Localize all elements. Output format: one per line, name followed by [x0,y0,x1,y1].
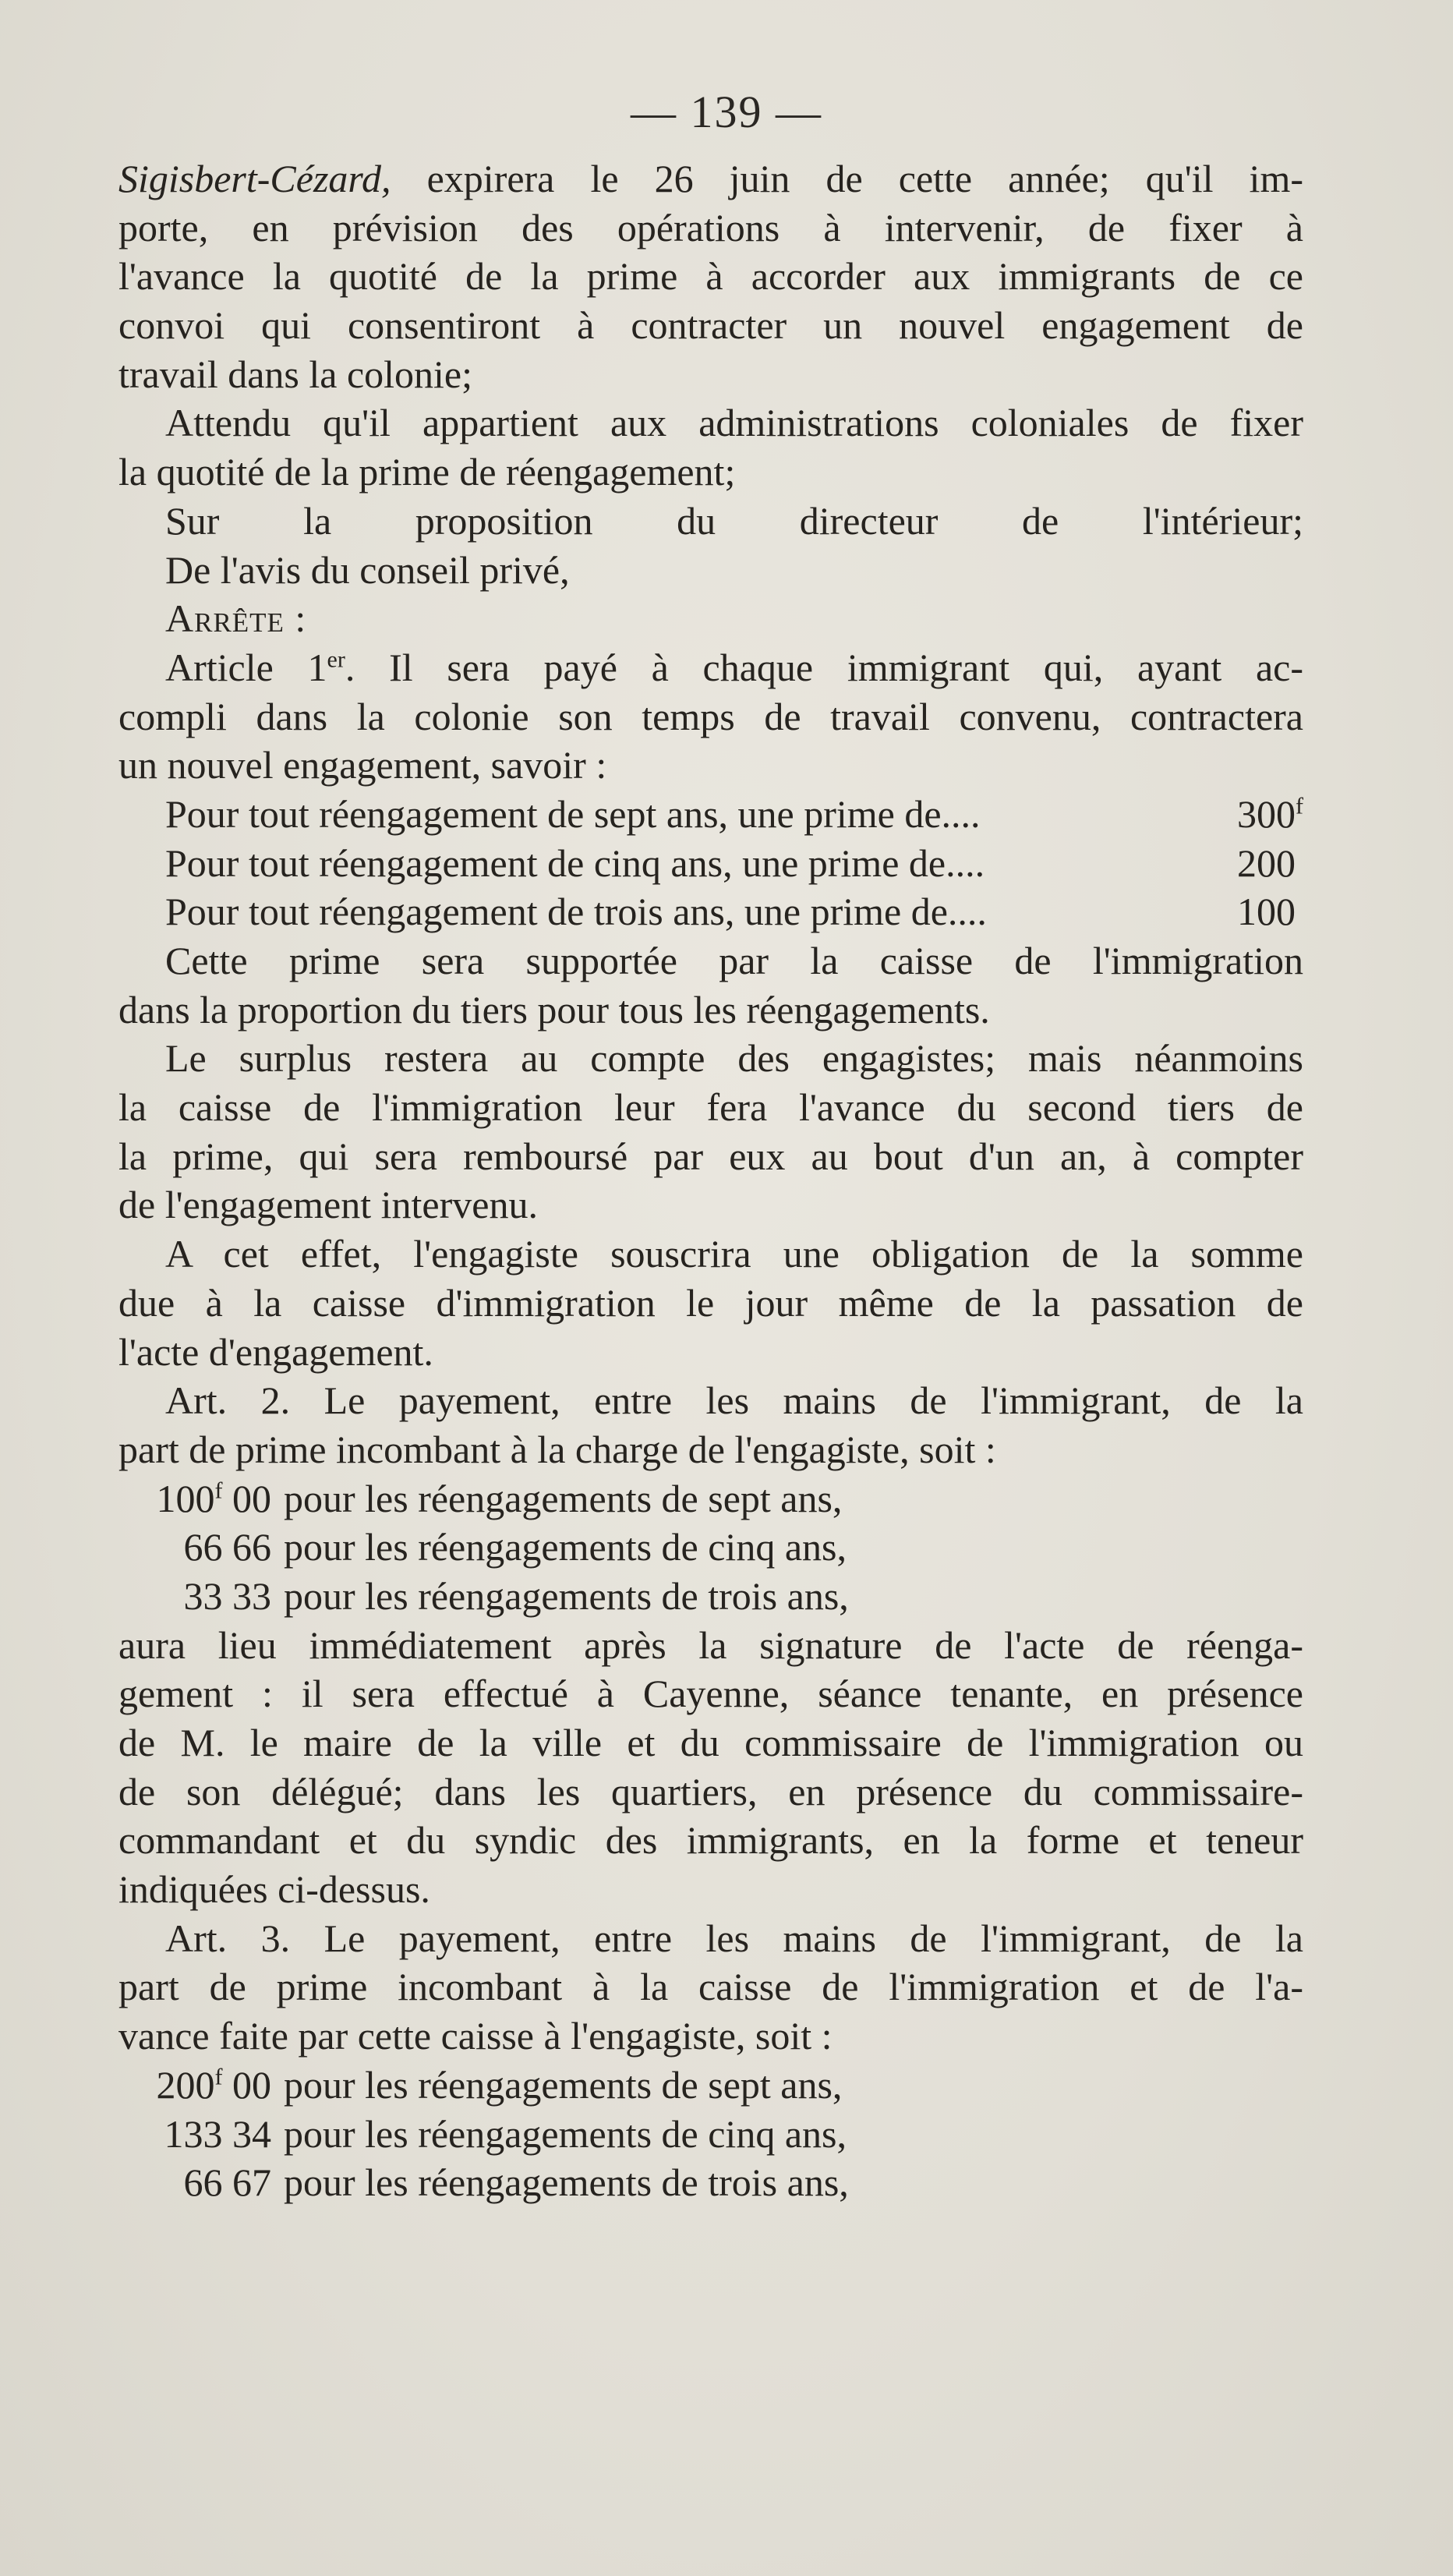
line-text: de l'engagement intervenu. [118,1183,538,1227]
amount-value: 33 33 [183,1573,271,1618]
amount-label: pour les réengagements de sept ans, [284,1476,843,1520]
amount-value: 133 34 [164,2111,271,2156]
text-line [118,203,1303,253]
amount-label: pour les réengagements de sept ans, [284,2062,843,2107]
page-number: — 139 — [631,87,822,137]
text-line [118,154,1303,203]
text-line [118,1180,1303,1230]
line-text: part de prime incombant à la caisse de l'immigration et de l'a- [118,1965,1303,2009]
prime-amount-value: 300 [1237,791,1296,836]
amount-label: pour les réengagements de trois ans, [284,1573,849,1618]
amount-row [118,1523,1303,1572]
line-text: un nouvel engagement, savoir : [118,743,607,787]
line-text: la quotité de la prime de réengagement; [118,450,736,494]
line-text: Art. 3. Le payement, entre les mains de l'immigrant, de la [165,1916,1303,1960]
line-text: indiquées ci-dessus. [118,1867,430,1912]
text-line [118,1034,1303,1083]
line-text: compli dans la colonie son temps de travail convenu, contractera [118,694,1303,738]
amount-row [118,2158,1303,2207]
amount-row [118,2110,1303,2159]
amount-row [118,2061,1303,2110]
text-line [118,252,1303,301]
line-text: De l'avis du conseil privé, [165,547,570,592]
text-line [118,448,1303,497]
amount-row [118,1474,1303,1523]
prime-amount-unit: f [1296,793,1303,819]
text-line [118,350,1303,399]
line-text: convoi qui consentiront à contracter un nouvel engagement de [118,303,1303,348]
prime-row [118,839,1303,888]
paragraph-group-intro [118,154,1303,790]
amount-value: 66 66 [183,1525,271,1569]
text-line [118,1865,1303,1914]
line-text: la prime, qui sera remboursé par eux au bout d'un an, à compter [118,1134,1303,1178]
text-line [118,1621,1303,1670]
text-line [118,1425,1303,1474]
line-text: porte, en prévision des opérations à intervenir, de fixer à [118,205,1303,249]
line-text: Sur la proposition du directeur de l'intérieur; [165,498,1303,543]
text-line [118,398,1303,448]
line-text: de M. le maire de la ville et du commissaire de l'immigration ou [118,1721,1303,1764]
body-text [118,154,1303,2207]
text-line [118,594,1303,643]
line-text: commandant et du syndic des immigrants, en la forme et teneur [118,1818,1303,1863]
text-line [118,301,1303,350]
line-text: de son délégué; dans les quartiers, en présence du commissaire- [118,1769,1303,1813]
prime-table [118,790,1303,936]
text-line [118,1230,1303,1279]
prime-label: Pour tout réengagement de cinq ans, une prime de.... [165,840,985,885]
italic-lead: Sigisbert-Cézard, [118,157,391,200]
text-line [118,1914,1303,1963]
prime-amount [1237,790,1303,839]
text-line [118,985,1303,1035]
line-text: gement : il sera effectué à Cayenne, séance tenante, en présence [118,1672,1303,1716]
line-text: Le surplus restera au compte des engagistes; mais néanmoins [165,1036,1303,1081]
text-line [118,643,1303,692]
line-text: expirera le 26 juin de cette année; qu'il im- [391,157,1303,200]
line-text: Article 1er. Il sera payé à chaque immigrant qui, ayant ac- [165,645,1303,689]
text-line [118,741,1303,790]
text-line [118,1279,1303,1328]
art2-amounts [118,1474,1303,1621]
text-line [118,1132,1303,1181]
prime-row [118,887,1303,936]
text-line [118,692,1303,741]
text-line [118,1669,1303,1718]
prime-amount [1237,887,1303,936]
line-text: Arrête : [165,596,307,641]
line-text: la caisse de l'immigration leur fera l'avance du second tiers de [118,1085,1303,1130]
amount-value: 200$^f$ 00 [156,2062,271,2107]
text-line [118,1718,1303,1767]
line-text: A cet effet, l'engagiste souscrira une obligation de la somme [165,1232,1303,1276]
line-text: Attendu qu'il appartient aux administrations coloniales de fixer [165,401,1303,445]
art3-amounts [118,2061,1303,2207]
text-line [118,2012,1303,2061]
line-text: l'acte d'engagement. [118,1329,433,1374]
amount-row [118,1572,1303,1621]
text-line [118,497,1303,546]
line-text: dans la proportion du tiers pour tous les réengagements. [118,987,990,1031]
amount-label: pour les réengagements de trois ans, [284,2160,849,2205]
line-text: travail dans la colonie; [118,352,473,396]
prime-amount-value: 100 [1237,890,1296,934]
line-text: l'avance la quotité de la prime à accorder aux immigrants de ce [118,254,1303,299]
amount-value: 66 67 [183,2160,271,2205]
text-line [118,936,1303,985]
amount-label: pour les réengagements de cinq ans, [284,2111,847,2156]
text-line [118,1962,1303,2012]
text-line [118,546,1303,595]
line-text: Cette prime sera supportée par la caisse de l'immigration [165,939,1303,982]
amount-value: 100$^f$ 00 [156,1476,271,1520]
prime-amount-value: 200 [1237,840,1296,885]
text-line [118,1376,1303,1425]
line-text: aura lieu immédiatement après la signature de l'acte de réenga- [118,1622,1303,1667]
paragraph-group-middle [118,936,1303,1474]
text-line [118,1328,1303,1377]
prime-label: Pour tout réengagement de sept ans, une prime de.... [165,791,981,836]
line-text: due à la caisse d'immigration le jour même de la passation de [118,1280,1303,1325]
line-text: part de prime incombant à la charge de l'engagiste, soit : [118,1427,996,1471]
text-line [118,1083,1303,1132]
text-line [118,1816,1303,1865]
paragraph-group-art3 [118,1621,1303,2061]
prime-amount [1237,839,1303,888]
line-text: vance faite par cette caisse à l'engagiste, soit : [118,2014,833,2058]
line-text: Art. 2. Le payement, entre les mains de l'immigrant, de la [165,1378,1303,1423]
amount-label: pour les réengagements de cinq ans, [284,1525,847,1569]
text-line [118,1767,1303,1817]
prime-row [118,790,1303,839]
prime-label: Pour tout réengagement de trois ans, une prime de.... [165,890,987,934]
